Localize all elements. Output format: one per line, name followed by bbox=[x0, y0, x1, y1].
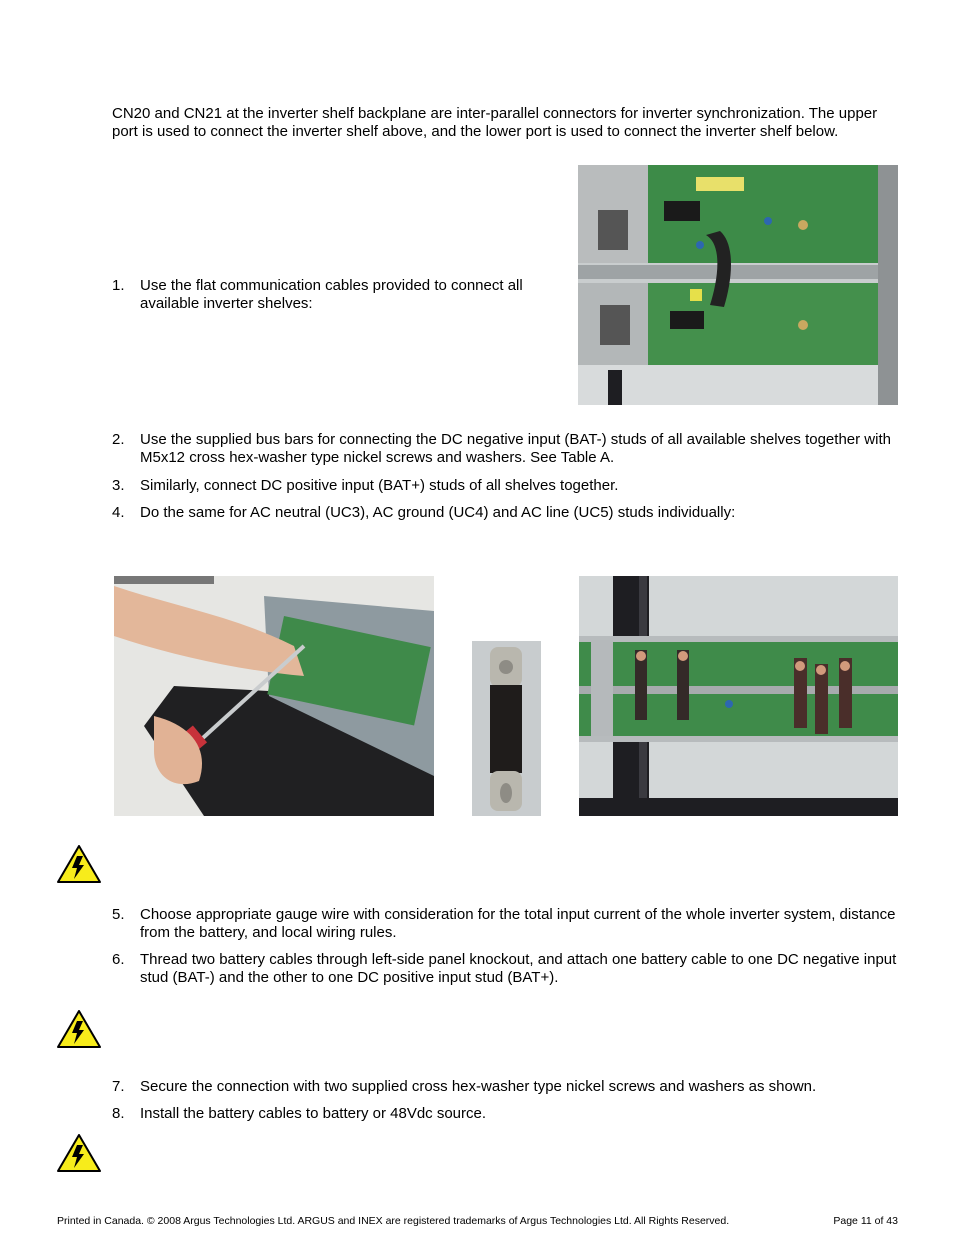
step-number: 2. bbox=[112, 431, 125, 448]
step-text: Do the same for AC neutral (UC3), AC ground (UC4) and AC line (UC5) studs individually: bbox=[140, 504, 736, 521]
photo-screwdriver-illustration bbox=[114, 576, 434, 816]
high-voltage-warning-icon bbox=[55, 843, 103, 885]
step-number: 5. bbox=[112, 906, 125, 923]
footer-copyright: Printed in Canada. © 2008 Argus Technologies Ltd. ARGUS and INEX are registered trademarks of Argus Technologies Ltd. All Rights Reserved. bbox=[57, 1215, 730, 1227]
intro-paragraph: CN20 and CN21 at the inverter shelf backplane are inter-parallel connectors for inverter synchronization. The upper port is used to connect the inverter shelf above, and the lower port is used to connect the inverter shelf below. bbox=[112, 105, 878, 140]
step-number: 6. bbox=[112, 951, 125, 968]
step-text: Thread two battery cables through left-side panel knockout, and attach one battery cable to one DC negative input stud (BAT-) and the other to one DC positive input stud (BAT+). bbox=[140, 951, 897, 986]
step-text: Choose appropriate gauge wire with consideration for the total input current of the whole inverter system, distance from the battery, and local wiring rules. bbox=[140, 906, 896, 941]
photo-bus-bar bbox=[472, 641, 541, 816]
lightning-bolt-icon bbox=[55, 1008, 103, 1050]
lightning-bolt-icon bbox=[55, 1132, 103, 1174]
photo-flat-cable-inverter-shelves bbox=[578, 165, 898, 405]
high-voltage-warning-icon bbox=[55, 1132, 103, 1174]
footer-page-number: Page 11 of 43 bbox=[833, 1215, 898, 1227]
step-text: Install the battery cables to battery or 48Vdc source. bbox=[140, 1105, 487, 1122]
step-number: 7. bbox=[112, 1078, 125, 1095]
photo-flat-cable-illustration bbox=[578, 165, 898, 405]
photo-screwdriver-bus-bar bbox=[114, 576, 434, 816]
step-text: Similarly, connect DC positive input (BAT+) studs of all shelves together. bbox=[140, 477, 619, 494]
photo-bus-bar-illustration bbox=[472, 641, 541, 816]
step-number: 4. bbox=[112, 504, 125, 521]
step-text: Use the flat communication cables provided to connect all available inverter shelves: bbox=[140, 277, 523, 312]
step-text: Secure the connection with two supplied cross hex-washer type nickel screws and washers as shown. bbox=[140, 1078, 817, 1095]
step-number: 8. bbox=[112, 1105, 125, 1122]
step-number: 3. bbox=[112, 477, 125, 494]
lightning-bolt-icon bbox=[55, 843, 103, 885]
step-text: Use the supplied bus bars for connecting the DC negative input (BAT-) studs of all available shelves together with M5x12 cross hex-washer type nickel screws and washers. See Table A. bbox=[140, 431, 891, 466]
step-number: 1. bbox=[112, 277, 125, 294]
high-voltage-warning-icon bbox=[55, 1008, 103, 1050]
photo-installed-illustration bbox=[579, 576, 898, 816]
photo-installed-bus-bars bbox=[579, 576, 898, 816]
